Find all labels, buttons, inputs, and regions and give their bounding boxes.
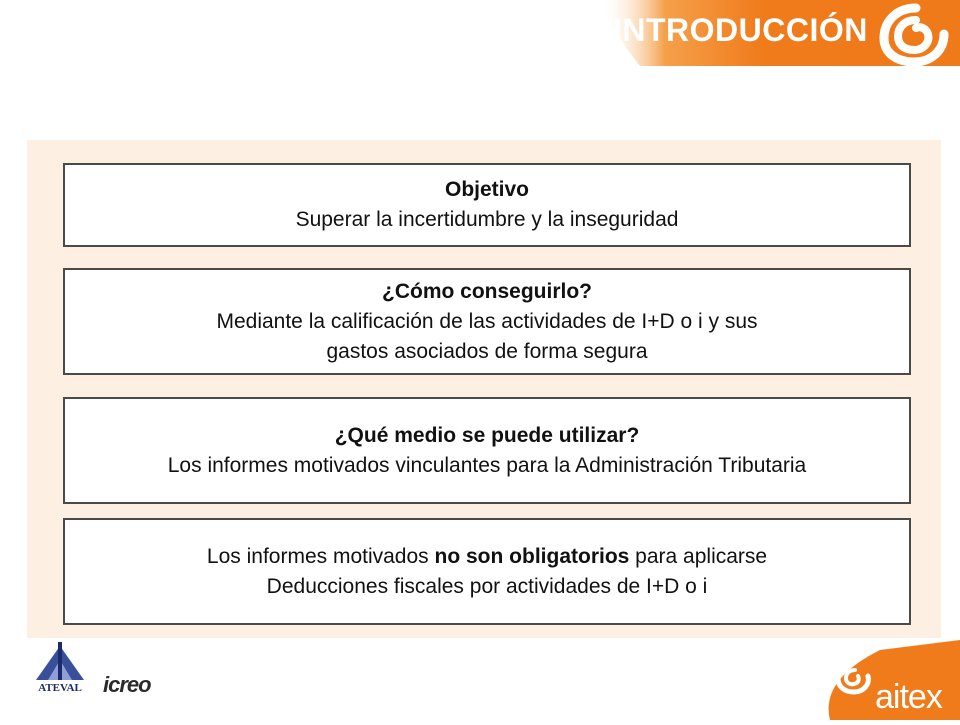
ateval-label: ATEVAL: [38, 682, 82, 694]
means-box: [63, 397, 911, 504]
box-text-line: Deducciones fiscales por actividades de I+D o i: [266, 574, 708, 598]
how-box: [63, 268, 911, 375]
icreo-logo: icreo: [103, 672, 151, 697]
box-text: gastos asociados de forma segura: [326, 339, 648, 363]
note-box: [63, 518, 911, 625]
text-part: Los informes motivados: [206, 544, 435, 568]
box-heading: ¿Qué medio se puede utilizar?: [334, 423, 640, 447]
text-part: para aplicarse: [629, 544, 768, 568]
box-text: Mediante la calificación de las actividades de I+D o i y sus: [216, 309, 758, 333]
swirl-icon: [872, 0, 960, 71]
emphasis-text: no son obligatorios: [434, 544, 630, 568]
page-title: INTRODUCCIÓN: [613, 12, 868, 48]
aitex-logo-text: aitex: [875, 678, 942, 716]
box-heading: Objetivo: [444, 178, 529, 201]
box-text-line: [207, 542, 767, 572]
box-text: Superar la incertidumbre y la inseguridad: [295, 208, 679, 231]
box-text: Los informes motivados vinculantes para la Administración Tributaria: [167, 453, 807, 477]
box-heading: ¿Cómo conseguirlo?: [382, 279, 592, 303]
objective-box: [63, 163, 911, 247]
ateval-logo: [30, 642, 94, 714]
